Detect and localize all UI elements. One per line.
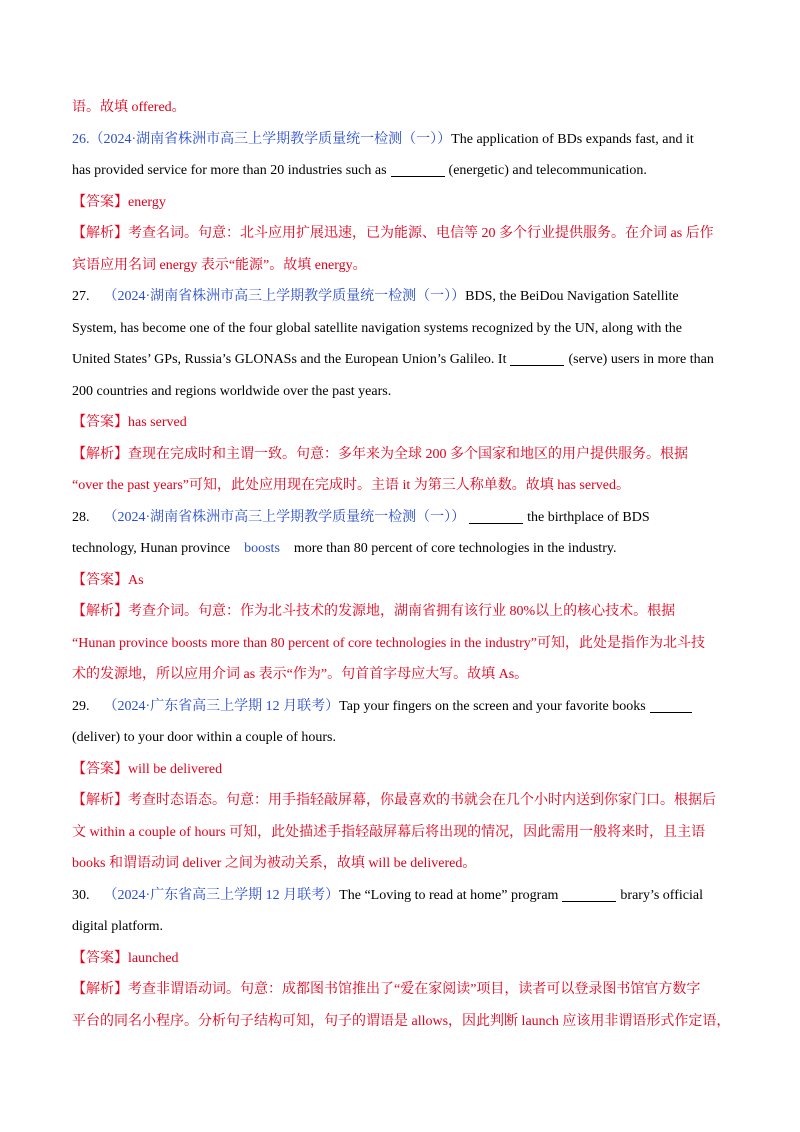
question-source: （2024·湖南省株洲市高三上学期教学质量统一检测（一）） — [103, 289, 466, 304]
explanation-label: 【解析】 — [72, 446, 128, 462]
answer-blank — [469, 506, 523, 524]
answer-27 — [72, 407, 732, 439]
question-number: 29. — [72, 698, 90, 714]
question-source: （2024·湖南省株洲市高三上学期教学质量统一检测（一）） — [103, 509, 466, 525]
question-text: United States’ GPs, Russia’s GLONASs and the European Union’s Galileo. It — [72, 352, 507, 367]
question-text: technology, Hunan province — [72, 541, 231, 556]
explanation-label: 【解析】 — [72, 982, 128, 997]
question-text: The application of BDs expands fast, and it — [451, 131, 694, 147]
answer-value: energy — [128, 194, 166, 210]
question-text: Tap your fingers on the screen and your favorite books — [339, 698, 646, 714]
answer-blank — [650, 695, 692, 713]
explanation-30-line-1 — [72, 974, 732, 1006]
answer-label: 【答案】 — [72, 194, 128, 210]
answer-28 — [72, 565, 732, 597]
explanation-label: 【解析】 — [72, 793, 128, 808]
explanation-text: 考查非谓语动词。句意：成都图书馆推出了“爱在家阅读”项目，读者可以登录图书馆官方数字 — [128, 982, 701, 997]
explanation-text: 考查介词。句意：作为北斗技术的发源地，湖南省拥有该行业 80%以上的核心技术。根据 — [128, 604, 676, 619]
document-page — [72, 92, 732, 1037]
answer-label: 【答案】 — [72, 572, 128, 588]
answer-blank — [391, 159, 445, 177]
answer-label: 【答案】 — [72, 950, 128, 966]
explanation-29-line-2: 文 within a couple of hours 可知，此处描述手指轻敲屏幕后将出现的情况，因此需用一般将来时，且主语 — [72, 824, 706, 840]
question-text: brary’s official — [620, 887, 703, 903]
explanation-26-line-1 — [72, 218, 732, 250]
explanation-28-line-3: 术的发源地，所以应用介词 as 表示“作为”。句首首字母应大写。故填 As。 — [72, 667, 529, 682]
question-26-line-2 — [72, 155, 732, 187]
question-text: the birthplace of BDS — [527, 509, 650, 525]
answer-blank — [562, 884, 616, 902]
question-27-line-3 — [72, 344, 732, 376]
answer-blank — [510, 348, 564, 366]
explanation-label: 【解析】 — [72, 604, 128, 619]
explanation-label: 【解析】 — [72, 226, 128, 241]
question-number: 26. — [72, 131, 90, 147]
answer-30 — [72, 943, 732, 975]
answer-26 — [72, 187, 732, 219]
explanation-text: 考查时态语态。句意：用手指轻敲屏幕，你最喜欢的书就会在几个小时内送到你家门口。根据后 — [128, 793, 716, 808]
question-text: has provided service for more than 20 industries such as — [72, 163, 387, 178]
question-29-line-2: (deliver) to your door within a couple of hours. — [72, 730, 336, 745]
question-text: (energetic) and telecommunication. — [448, 163, 647, 178]
question-28-line-1 — [72, 502, 732, 534]
answer-value: has served — [128, 415, 187, 430]
question-27-line-1 — [72, 281, 732, 313]
keyword: boosts — [244, 541, 280, 556]
question-number: 27. — [72, 289, 90, 304]
question-text: more than 80 percent of core technologies in the industry. — [293, 541, 617, 556]
question-number: 28. — [72, 509, 90, 525]
question-28-line-2 — [72, 533, 732, 565]
question-29-line-1 — [72, 691, 732, 723]
explanation-26-line-2: 宾语应用名词 energy 表示“能源”。故填 energy。 — [72, 257, 367, 273]
question-source: （2024·湖南省株洲市高三上学期教学质量统一检测（一）） — [89, 131, 452, 147]
question-30-line-2: digital platform. — [72, 919, 163, 934]
explanation-27-line-1 — [72, 439, 732, 471]
question-source: （2024·广东省高三上学期 12 月联考） — [103, 698, 340, 714]
answer-29 — [72, 754, 732, 786]
explanation-30-line-2: 平台的同名小程序。分析句子结构可知，句子的谓语是 allows，因此判断 launch 应该用非谓语形式作定语， — [72, 1013, 731, 1029]
answer-value: As — [128, 572, 144, 588]
explanation-27-line-2: “over the past years”可知，此处应用现在完成时。主语 it 为第三人称单数。故填 has served。 — [72, 478, 630, 493]
explanation-text: 考查名词。句意：北斗应用扩展迅速，已为能源、电信等 20 多个行业提供服务。在介词 as 后作 — [128, 226, 714, 241]
question-text: (serve) users in more than — [568, 352, 714, 367]
explanation-29-line-1 — [72, 785, 732, 817]
question-30-line-1 — [72, 880, 732, 912]
answer-label: 【答案】 — [72, 415, 128, 430]
question-27-line-2: System, has become one of the four global satellite navigation systems recognized by the UN, along with the — [72, 320, 683, 336]
question-26-line-1 — [72, 124, 732, 156]
explanation-text: 查现在完成时和主谓一致。句意：多年来为全球 200 多个国家和地区的用户提供服务。根据 — [128, 446, 688, 462]
answer-label: 【答案】 — [72, 761, 128, 777]
answer-value: will be delivered — [128, 761, 223, 777]
explanation-tail: 语。故填 offered。 — [72, 100, 186, 115]
explanation-29-line-3: books 和谓语动词 deliver 之间为被动关系，故填 will be delivered。 — [72, 856, 477, 871]
question-text: BDS, the BeiDou Navigation Satellite — [465, 289, 679, 304]
answer-value: launched — [128, 950, 179, 966]
explanation-28-line-2: “Hunan province boosts more than 80 percent of core technologies in the industry”可知，此处是指作为北斗技 — [72, 635, 705, 651]
question-number: 30. — [72, 887, 90, 903]
question-source: （2024·广东省高三上学期 12 月联考） — [103, 887, 340, 903]
question-text: The “Loving to read at home” program — [339, 887, 559, 903]
question-27-line-4: 200 countries and regions worldwide over the past years. — [72, 383, 392, 399]
explanation-28-line-1 — [72, 596, 732, 628]
